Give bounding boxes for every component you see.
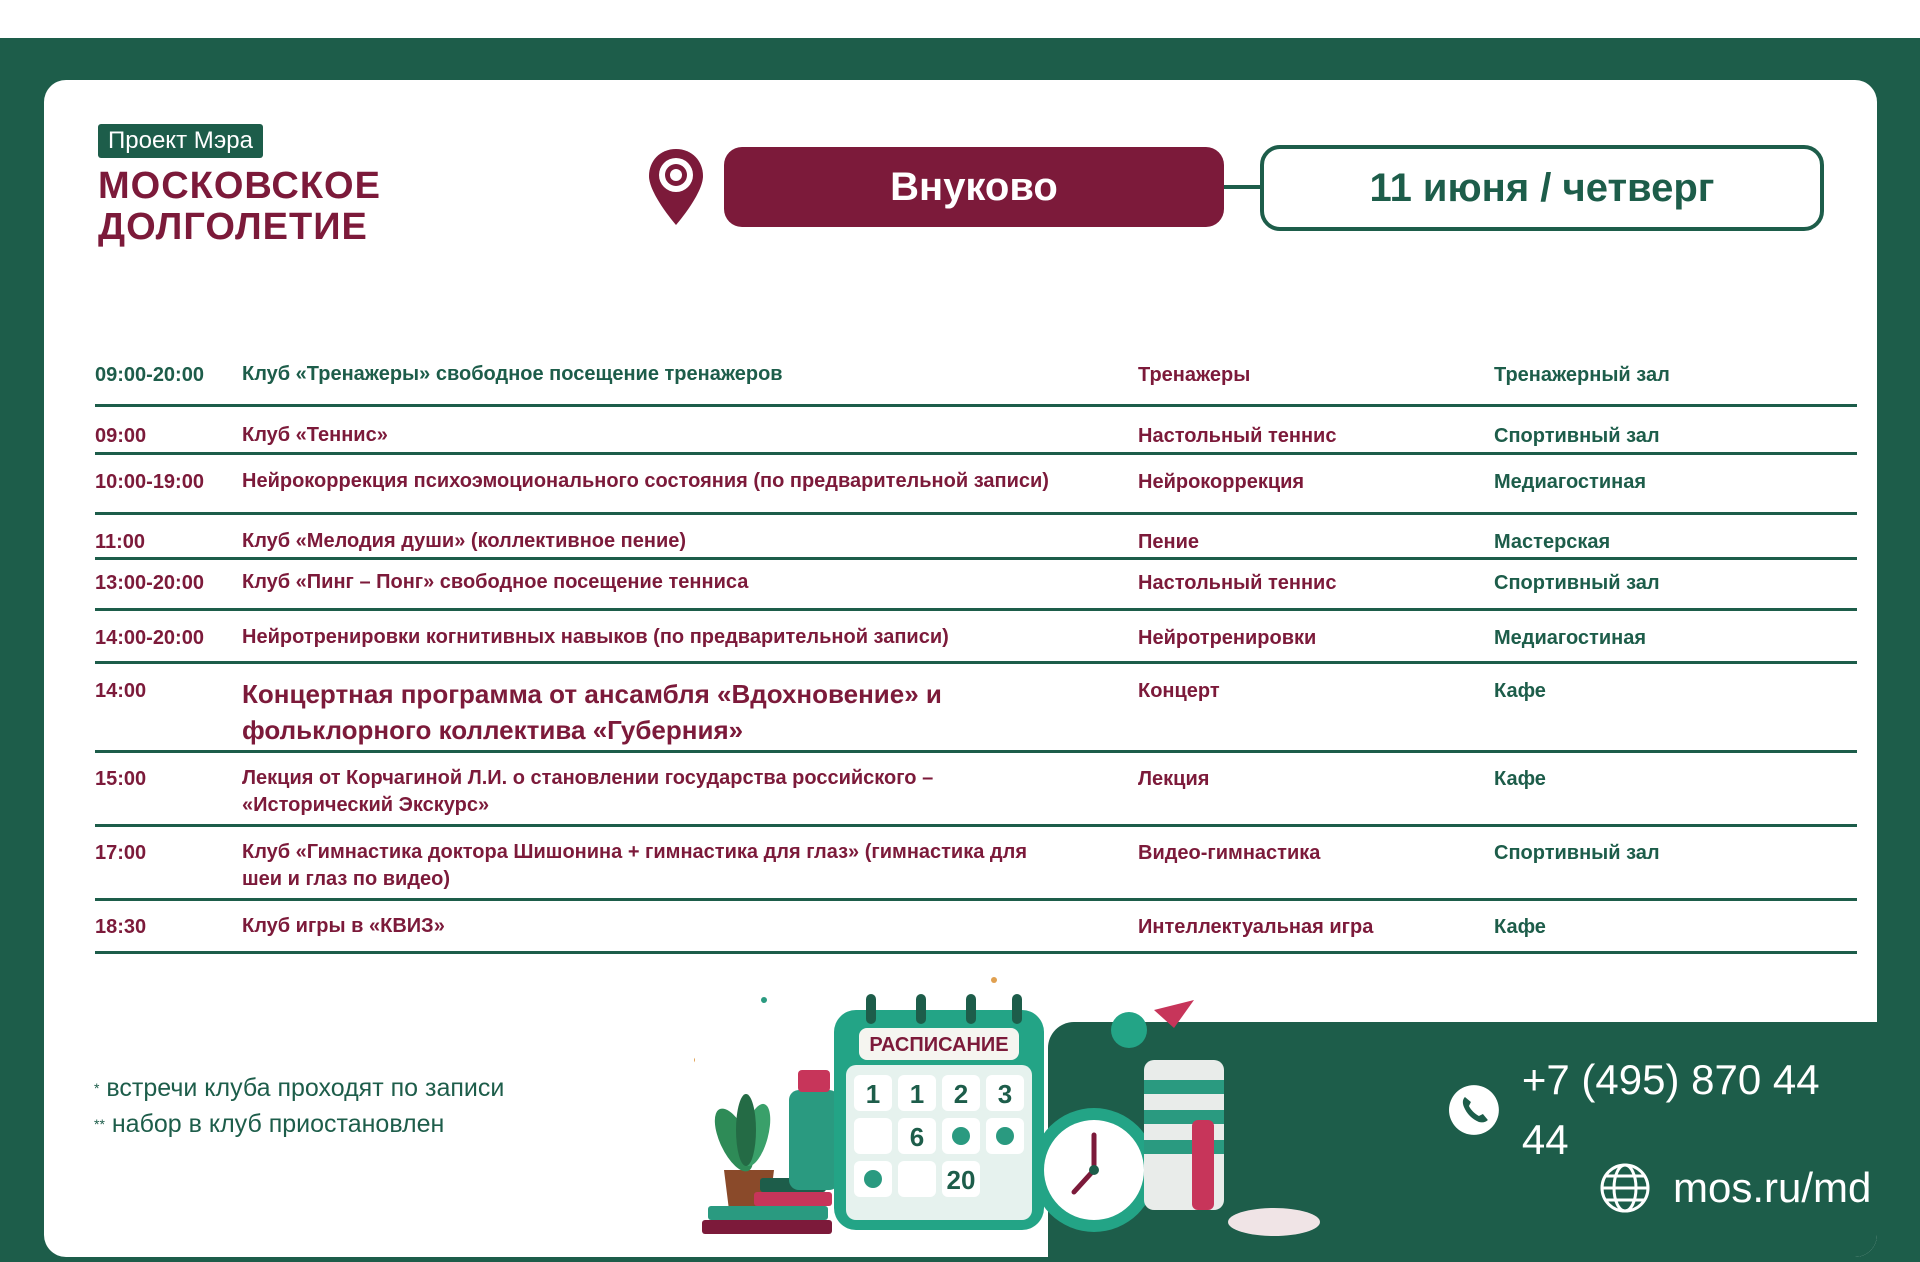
schedule-table	[95, 348, 1857, 954]
header-connector	[1224, 185, 1262, 189]
footnote-1-mark: *	[94, 1080, 100, 1096]
calendar-day-1: 1	[865, 1079, 881, 1109]
footnote-2-text: набор в клуб приостановлен	[111, 1110, 445, 1138]
footnotes	[94, 1070, 504, 1142]
row-title: Нейротренировки когнитивных навыков (по предварительной записи)	[242, 626, 949, 648]
row-category: Настольный теннис	[1138, 425, 1337, 447]
row-category: Видео-гимнастика	[1138, 842, 1321, 864]
row-title: Клуб «Пинг – Понг» свободное посещение тенниса	[242, 571, 749, 593]
row-time: 10:00-19:00	[95, 471, 204, 493]
row-time: 09:00-20:00	[95, 364, 204, 386]
footnote-2	[94, 1106, 504, 1142]
location-pin-icon	[646, 146, 706, 228]
phone-icon	[1448, 1084, 1500, 1136]
row-title: Клуб игры в «КВИЗ»	[242, 915, 445, 937]
row-place: Мастерская	[1494, 531, 1611, 553]
table-row	[95, 611, 1857, 664]
row-time: 11:00	[95, 531, 146, 553]
row-category: Тренажеры	[1138, 364, 1251, 386]
row-place: Кафе	[1494, 916, 1546, 938]
row-time: 15:00	[95, 768, 147, 790]
row-category: Нейротренировки	[1138, 627, 1317, 649]
logo-line-1: МОСКОВСКОЕ	[98, 165, 381, 207]
logo-line-2: ДОЛГОЛЕТИЕ	[98, 206, 368, 248]
row-place: Тренажерный зал	[1494, 364, 1670, 386]
event-date: 11 июня / четверг	[1260, 145, 1824, 231]
table-row	[95, 455, 1857, 515]
row-title: Нейрокоррекция психоэмоционального состояния (по предварительной записи)	[242, 470, 1049, 492]
row-time: 13:00-20:00	[95, 572, 204, 594]
table-row	[95, 560, 1857, 611]
row-place: Спортивный зал	[1494, 425, 1660, 447]
table-row	[95, 664, 1857, 753]
table-row	[95, 901, 1857, 954]
row-category: Нейрокоррекция	[1138, 471, 1305, 493]
globe-icon	[1599, 1162, 1651, 1214]
row-time: 09:00	[95, 425, 147, 447]
footnote-1-text: встречи клуба проходят по записи	[106, 1074, 505, 1102]
row-place: Спортивный зал	[1494, 572, 1660, 594]
row-category: Интеллектуальная игра	[1138, 916, 1374, 938]
row-place: Медиагостиная	[1494, 471, 1647, 493]
footnote-1	[94, 1070, 504, 1106]
row-category: Настольный теннис	[1138, 572, 1337, 594]
table-row	[95, 753, 1857, 827]
table-row	[95, 515, 1857, 560]
calendar-day-5: 6	[909, 1122, 925, 1152]
table-row	[95, 348, 1857, 407]
calendar-day-3: 2	[953, 1079, 969, 1109]
row-title: Концертная программа от ансамбля «Вдохновение» и фольклорного коллектива «Губерния»	[242, 679, 942, 745]
calendar-day-6: 20	[946, 1165, 976, 1195]
row-title: Клуб «Тренажеры» свободное посещение тренажеров	[242, 363, 783, 385]
row-title: Клуб «Мелодия души» (коллективное пение)	[242, 530, 687, 552]
row-place: Спортивный зал	[1494, 842, 1660, 864]
row-category: Лекция	[1138, 768, 1210, 790]
row-title: Лекция от Корчагиной Л.И. о становлении государства российского – «Исторический Экскурс»	[242, 767, 934, 816]
row-place: Кафе	[1494, 680, 1546, 702]
row-time: 17:00	[95, 842, 147, 864]
calendar-title: РАСПИСАНИЕ	[869, 1034, 1009, 1056]
row-category: Пение	[1138, 531, 1199, 553]
calendar-day-2: 1	[909, 1079, 925, 1109]
mayor-project-badge: Проект Мэра	[98, 124, 263, 158]
website-link[interactable]: mos.ru/md	[1673, 1164, 1872, 1211]
row-title: Клуб «Теннис»	[242, 424, 388, 446]
row-time: 18:30	[95, 916, 147, 938]
footnote-2-mark: **	[94, 1116, 105, 1132]
website-contact	[1599, 1158, 1871, 1218]
schedule-card	[44, 80, 1877, 1257]
calendar-day-4: 3	[997, 1079, 1013, 1109]
table-row	[95, 407, 1857, 455]
row-time: 14:00-20:00	[95, 627, 204, 649]
phone-number[interactable]: +7 (495) 870 44 44	[1521, 1056, 1820, 1163]
schedule-illustration	[694, 970, 1344, 1257]
row-title: Клуб «Гимнастика доктора Шишонина + гимнастика для глаз» (гимнастика для шеи и глаз по видео)	[242, 841, 1027, 890]
row-place: Кафе	[1494, 768, 1546, 790]
row-place: Медиагостиная	[1494, 627, 1647, 649]
phone-contact	[1448, 1056, 1877, 1163]
table-row	[95, 827, 1857, 901]
location-name: Внуково	[724, 147, 1224, 227]
row-category: Концерт	[1138, 680, 1220, 702]
row-time: 14:00	[95, 680, 147, 702]
